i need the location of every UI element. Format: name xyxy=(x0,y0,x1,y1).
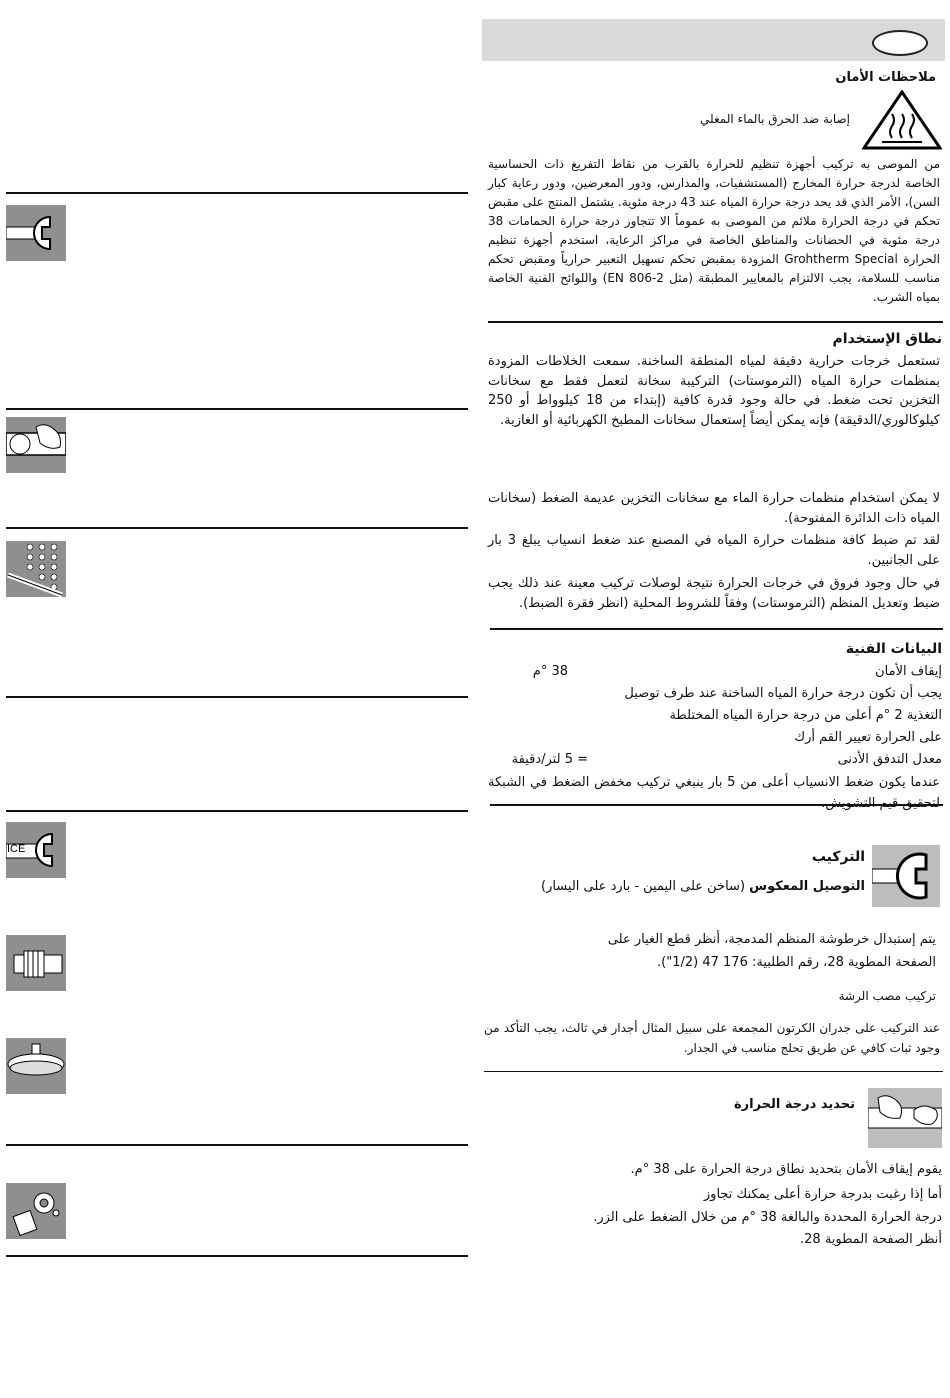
usage-p4: في حال وجود فروق في خرجات الحرارة نتيجة لوصلات تركيب معينة عند ذلك يجب ضبط وتعديل المنظم (الترموستات) وفقاً للشروط المحلية (انظر فقرة الضبط). xyxy=(488,576,940,611)
right-rule-4 xyxy=(484,1071,943,1072)
installation-p1: يتم إستبدال خرطوشة المنظم المدمجة، أنظر قطع الغيار على xyxy=(607,932,936,947)
left-rule-6 xyxy=(6,1144,468,1146)
usage-title: نطاق الإستخدام xyxy=(832,331,942,347)
dot-grid-icon xyxy=(6,541,66,597)
technical-title: البيانات الفنية xyxy=(845,641,942,657)
left-rule-4 xyxy=(6,696,468,698)
left-rule-3 xyxy=(6,527,468,529)
service-label: ICE xyxy=(7,843,26,855)
shower-title: تركيب مصب الرشة xyxy=(838,989,936,1003)
hot-surface-warning-icon xyxy=(862,90,942,150)
safety-stop-label: إيقاف الأمان xyxy=(875,664,942,679)
temperature-line-4: أنظر الصفحة المطوية 28. xyxy=(800,1232,942,1247)
technical-line-3: على الحرارة تعيير القم أرك xyxy=(794,730,942,745)
installation-p2: الصفحة المطوية 28، رقم الطلبية: 176 47 (1/2"). xyxy=(657,955,936,970)
temperature-line-3: درجة الحرارة المحددة والبالغة 38 °م من خلال الضغط على الزر. xyxy=(593,1210,942,1225)
installation-title: التركيب xyxy=(811,849,865,865)
temperature-line-1: يقوم إيقاف الأمان بتحديد نطاق درجة الحرارة على 38 °م. xyxy=(630,1162,942,1177)
temperature-line-2: أما إذا رغبت بدرجة حرارة أعلى يمكنك تجاوز xyxy=(703,1187,942,1202)
language-marker xyxy=(872,30,928,56)
technical-line-2: التغذية 2 °م أعلى من درجة حرارة المياه المختلطة xyxy=(669,708,942,723)
temperature-hand-icon xyxy=(868,1088,942,1148)
reverse-connection xyxy=(465,877,865,896)
valve-parts-icon xyxy=(6,1183,66,1239)
usage-p1: تستعمل خرجات حرارية دقيقة لمياه المنطقة الساخنة. سمعت الخلاطات المزودة بمنظمات حرارة المياه (الترموستات) التركيبة سخانة لتعمل فقط مع سخانات التخزين تحت ضغط. في حالة وجود قدرة كافية (إبتداء من 18 كيلوواط أو 250 كيلوكالوري/الدقيقة) فإنه يمكن أيضاً إستعمال سخانات المطبخ الكهربائية أو الغازية. xyxy=(488,354,940,428)
wrench-icon xyxy=(6,205,66,261)
usage-p2: لا يمكن استخدام منظمات حرارة الماء مع سخانات التخزين عديمة الضغط (سخانات المياه ذات الدائرة المفتوحة). xyxy=(488,491,940,526)
shower-head-icon xyxy=(6,1038,66,1094)
right-rule-1 xyxy=(488,321,943,323)
safety-title: ملاحظات الأمان xyxy=(835,70,936,85)
technical-line-1: يجب أن تكون درجة حرارة المياه الساخنة عند طرف توصيل xyxy=(624,686,942,701)
reverse-connection-label: التوصيل المعكوس xyxy=(749,879,865,894)
shower-body: عند التركيب على جدران الكرتون المجمعة على سبيل المثال أجدار في ثالث، يجب التأكد من وجود ثبات كافي عن طريق تحلج مناسب في الجدار. xyxy=(484,1021,940,1055)
left-rule-7 xyxy=(6,1255,468,1257)
hand-on-pipe-icon xyxy=(6,417,66,473)
safety-warning-label: إصابة ضد الحرق بالماء المغلي xyxy=(700,112,850,126)
left-rule-5 xyxy=(6,810,468,812)
flow-rate-value: = 5 لتر/دقيقة xyxy=(511,752,588,767)
reverse-connection-desc: (ساخن على اليمين - بارد على اليسار) xyxy=(541,879,746,894)
safety-body: من الموصى به تركيب أجهزة تنظيم للحرارة بالقرب من نقاط التفريغ ذات الحساسية الخاصة لدرجة حرارة المخارج (المستشفيات، والمدارس، ودور المعرضين، ودور رعاية كبار السن)، الأمر الذي قد يحد درجة حرارة المياه عند 43 درجة مئوية. يشتمل المنتج على مقبض تحكم في درجة الحرارة ملائم من الموصى به عموماً الا تتجاوز درجة حرارة الحمامات 38 درجة مئوية في الحضانات والمناطق الخاصة في مراكز الرعاية، استخدم أجهزة تنظيم الحرارة Grohtherm Special المزودة بمقبض تحكم تسهيل التعبير حرارياً ومقبض تحكم مناسب للسلامة، يجب الالتزام بالمعايير المطبقة (مثل EN 806-2) واللوائح الفنية الخاصة بمياه الشرب. xyxy=(488,157,941,304)
cartridge-icon xyxy=(6,935,66,991)
left-rule-1 xyxy=(6,192,468,194)
service-wrench-icon xyxy=(6,822,66,878)
right-rule-3b xyxy=(490,804,943,806)
temperature-title: تحديد درجة الحرارة xyxy=(733,1097,855,1112)
installation-wrench-icon xyxy=(872,845,940,907)
technical-line-4: عندما يكون ضغط الانسياب أعلى من 5 بار ينبغي تركيب مخفض الضغط في الشبكة xyxy=(488,775,940,790)
left-rule-2 xyxy=(6,408,468,410)
safety-stop-value: 38 °م xyxy=(532,664,568,679)
right-rule-2 xyxy=(490,628,943,630)
flow-rate-label: معدل التدفق الأدنى xyxy=(837,752,942,767)
usage-p3: لقد تم ضبط كافة منظمات حرارة المياه في المصنع عند ضغط انسياب يبلغ 3 بار على الجانبين. xyxy=(488,533,940,568)
